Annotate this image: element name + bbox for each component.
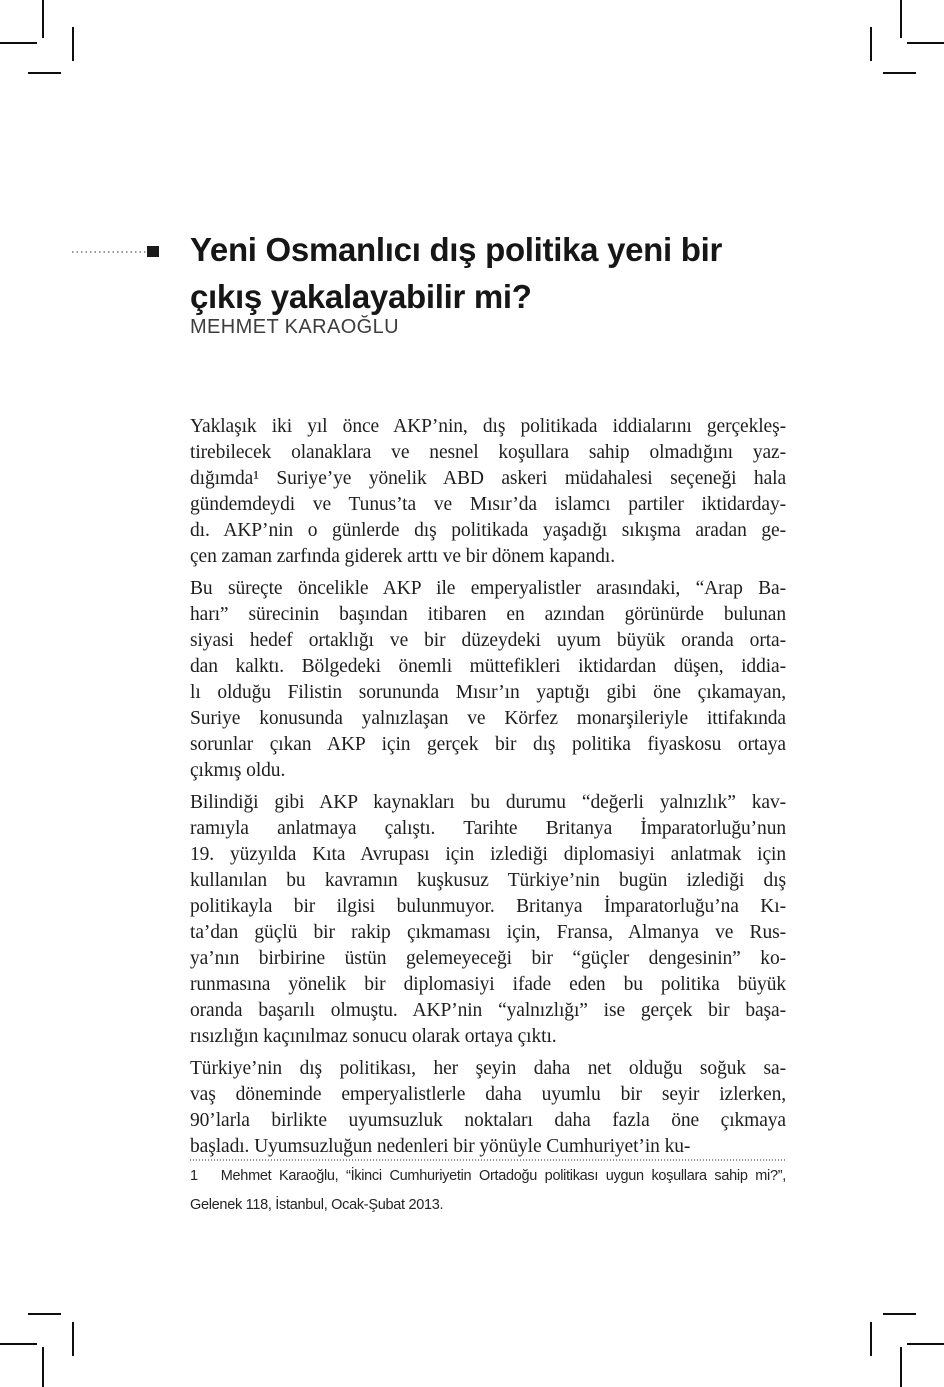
crop-mark bbox=[0, 42, 37, 44]
crop-mark bbox=[900, 1347, 902, 1387]
crop-mark bbox=[870, 1322, 872, 1356]
text-line: kullanılan bu kavramın kuşkusuz Türkiye’nin bugün izlediği dış bbox=[190, 870, 786, 891]
text-line: Yeni Osmanlıcı dış politika yeni bir bbox=[190, 231, 723, 268]
paragraph bbox=[190, 790, 786, 1050]
text-line: çıkış yakalayabilir mi? bbox=[190, 278, 532, 315]
text-line: çen zaman zarfında giderek arttı ve bir dönem kapandı. bbox=[190, 546, 616, 567]
text-line: tirebilecek olanaklara ve nesnel koşullara sahip olmadığını yaz- bbox=[190, 442, 786, 463]
text-line: Türkiye’nin dış politikası, her şeyin daha net olduğu soğuk sa- bbox=[190, 1058, 786, 1079]
text-line: dığımda¹ Suriye’ye yönelik ABD askeri müdahalesi seçeneği hala bbox=[190, 468, 786, 489]
text-line: ta’dan güçlü bir rakip çıkmaması için, Fransa, Almanya ve Rus- bbox=[190, 922, 786, 943]
crop-mark bbox=[28, 1313, 61, 1315]
crop-mark bbox=[42, 0, 44, 38]
text-line: sorunlar çıkan AKP için gerçek bir dış politika fiyaskosu ortaya bbox=[190, 734, 786, 755]
crop-mark bbox=[883, 1313, 916, 1315]
crop-mark bbox=[900, 0, 902, 38]
paragraph bbox=[190, 414, 786, 570]
text-line: 1 Mehmet Karaoğlu, “İkinci Cumhuriyetin Ortadoğu politikası uygun koşullara sahip mi?”, bbox=[190, 1168, 786, 1184]
footnote bbox=[190, 1162, 786, 1220]
square-bullet-icon bbox=[147, 246, 159, 257]
text-line: Bu süreçte öncelikle AKP ile emperyalistler arasındaki, “Arap Ba- bbox=[190, 578, 786, 599]
dotted-leader-line bbox=[72, 251, 146, 253]
text-line: başladı. Uyumsuzluğun nedenleri bir yönüyle Cumhuriyet’in ku- bbox=[190, 1136, 691, 1157]
footnote-separator bbox=[190, 1159, 786, 1161]
crop-mark bbox=[907, 42, 944, 44]
text-line: Bilindiği gibi AKP kaynakları bu durumu “değerli yalnızlık” kav- bbox=[190, 792, 786, 813]
paragraph bbox=[190, 576, 786, 784]
text-line: runmasına yönelik bir diplomasiyi ifade eden bu politika büyük bbox=[190, 974, 786, 995]
text-line: ramıyla anlatmaya çalıştı. Tarihte Britanya İmparatorluğu’nun bbox=[190, 818, 786, 839]
article-title bbox=[190, 226, 830, 320]
text-line: siyasi hedef ortaklığı ve bir düzeydeki uyum büyük oranda orta- bbox=[190, 630, 786, 651]
author-name: MEHMET KARAOĞLU bbox=[190, 316, 399, 338]
crop-mark bbox=[28, 72, 61, 74]
text-line: ya’nın birbirine üstün gelemeyeceği bir “güçler dengesinin” ko- bbox=[190, 948, 786, 969]
text-line: Gelenek 118, İstanbul, Ocak-Şubat 2013. bbox=[190, 1197, 444, 1213]
crop-mark bbox=[883, 72, 916, 74]
text-line: rısızlığın kaçınılmaz sonucu olarak ortaya çıktı. bbox=[190, 1026, 557, 1047]
text-line: oranda başarılı olmuştu. AKP’nin “yalnızlığı” ise gerçek bir başa- bbox=[190, 1000, 786, 1021]
crop-mark bbox=[870, 27, 872, 61]
text-line: gündemdeydi ve Tunus’ta ve Mısır’da islamcı partiler iktidarday- bbox=[190, 494, 786, 515]
text-line: harı” sürecinin başından itibaren en azından görünürde bulunan bbox=[190, 604, 786, 625]
text-line: vaş döneminde emperyalistlerle daha uyumlu bir seyir izlerken, bbox=[190, 1084, 786, 1105]
text-line: 90’larla birlikte uyumsuzluk noktaları daha fazla öne çıkmaya bbox=[190, 1110, 786, 1131]
text-line: politikayla bir ilgisi bulunmuyor. Britanya İmparatorluğu’na Kı- bbox=[190, 896, 786, 917]
crop-mark bbox=[0, 1343, 37, 1345]
text-line: lı olduğu Filistin sorununda Mısır’ın yaptığı gibi öne çıkamayan, bbox=[190, 682, 786, 703]
text-line: 19. yüzyılda Kıta Avrupası için izlediği diplomasiyi anlatmak için bbox=[190, 844, 786, 865]
article-body bbox=[190, 414, 786, 1166]
text-line: dan kalktı. Bölgedeki önemli müttefikleri iktidardan düşen, iddia- bbox=[190, 656, 786, 677]
crop-mark bbox=[42, 1347, 44, 1387]
text-line: Yaklaşık iki yıl önce AKP’nin, dış politikada iddialarını gerçekleş- bbox=[190, 416, 786, 437]
paragraph bbox=[190, 1056, 786, 1160]
text-line: Suriye konusunda yalnızlaşan ve Körfez monarşileriyle ittifakında bbox=[190, 708, 786, 729]
crop-mark bbox=[72, 1322, 74, 1356]
text-line: çıkmış oldu. bbox=[190, 760, 286, 781]
text-line: dı. AKP’nin o günlerde dış politikada yaşadığı sıkışma aradan ge- bbox=[190, 520, 786, 541]
crop-mark bbox=[72, 27, 74, 61]
crop-mark bbox=[907, 1343, 944, 1345]
